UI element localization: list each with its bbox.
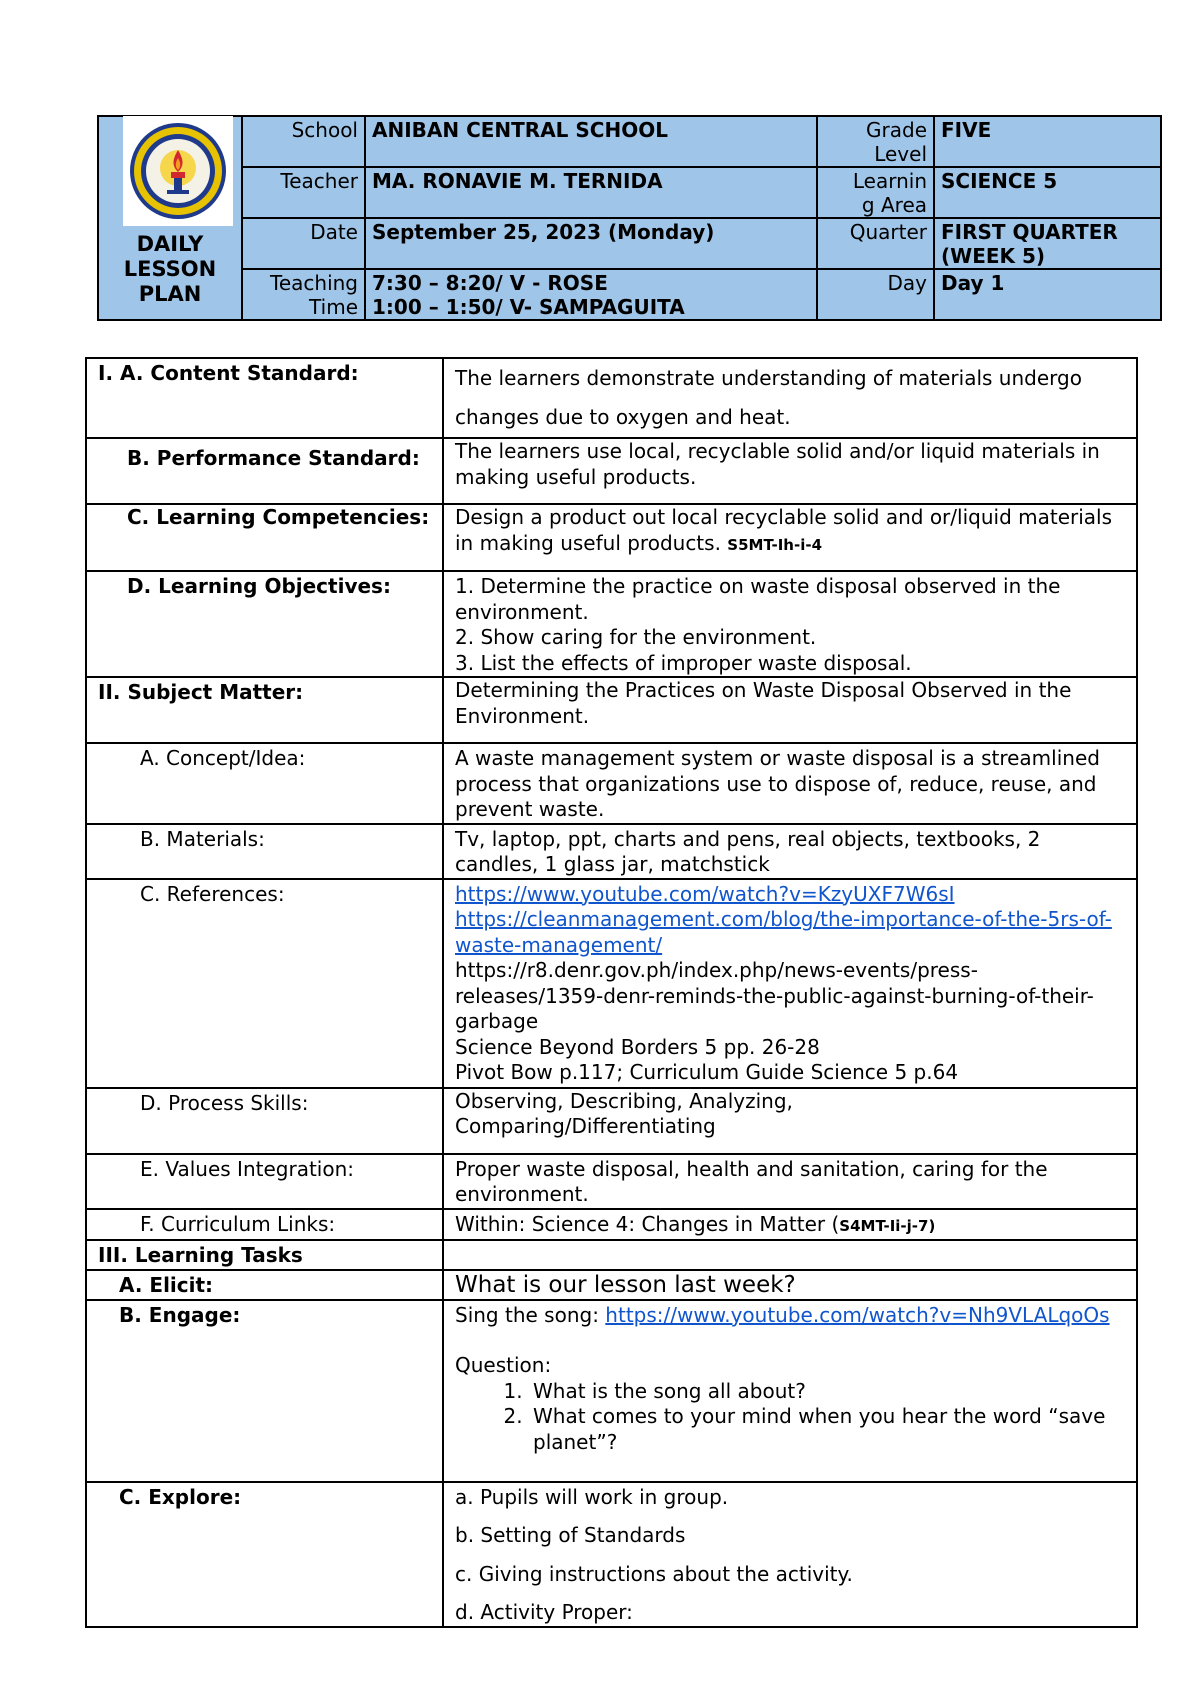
table-row	[86, 1154, 1137, 1209]
objective-item: 2. Show caring for the environment.	[455, 625, 817, 649]
engage-song-link[interactable]: https://www.youtube.com/watch?v=Nh9VLALqoOs	[605, 1302, 1110, 1327]
list-item: 2. What comes to your mind when you hear the word “save planet”?	[529, 1404, 1125, 1455]
learning-tasks-label: III. Learning Tasks	[86, 1240, 443, 1270]
grade-value: FIVE	[934, 116, 1161, 167]
competencies-label: C. Learning Competencies:	[86, 504, 443, 571]
date-label: Date	[242, 218, 365, 269]
objective-item: 3. List the effects of improper waste disposal.	[455, 650, 912, 675]
content-standard-value: The learners demonstrate understanding of materials undergo changes due to oxygen and heat.	[443, 358, 1137, 438]
reference-link-cleanmanagement[interactable]: https://cleanmanagement.com/blog/the-importance-of-the-5rs-of-waste-management/	[455, 907, 1112, 957]
quarter-value: FIRST QUARTER (WEEK 5)	[934, 218, 1161, 269]
question-label: Question:	[455, 1353, 552, 1377]
references-value	[443, 879, 1137, 1088]
references-label: C. References:	[86, 879, 443, 1088]
area-label: Learnin g Area	[817, 167, 934, 218]
table-row	[86, 824, 1137, 879]
day-label: Day	[817, 269, 934, 320]
list-item: b. Setting of Standards	[455, 1523, 686, 1547]
skills-value: Observing, Describing, Analyzing, Comparing/Differentiating	[443, 1088, 1137, 1154]
dlp-title: DAILY LESSON PLAN	[123, 232, 217, 306]
question-list	[455, 1379, 1125, 1456]
content-standard-label: I. A. Content Standard:	[86, 358, 443, 438]
reference-book: Science Beyond Borders 5 pp. 26-28	[455, 1034, 820, 1059]
curriculum-links-value: Within: Science 4: Changes in Matter (S4MT-Ii-j-7)	[443, 1209, 1137, 1241]
logo-cell	[98, 116, 242, 320]
table-row	[86, 571, 1137, 677]
engage-value: Sing the song: https://www.youtube.com/watch?v=Nh9VLALqoOs Question: 1. What is the song all about? 2. What comes to your mind when you hear the word “save planet”?	[443, 1300, 1137, 1482]
day-value: Day 1	[934, 269, 1161, 320]
list-item: c. Giving instructions about the activity.	[455, 1561, 853, 1586]
area-value: SCIENCE 5	[934, 167, 1161, 218]
reference-guide: Pivot Bow p.117; Curriculum Guide Science 5 p.64	[455, 1060, 959, 1084]
competency-code: S5MT-Ih-i-4	[727, 535, 823, 554]
list-item: 1. What is the song all about?	[529, 1379, 1125, 1405]
table-row	[86, 504, 1137, 571]
school-label: School	[242, 116, 365, 167]
date-value: September 25, 2023 (Monday)	[365, 218, 817, 269]
skills-label: D. Process Skills:	[86, 1088, 443, 1154]
values-label: E. Values Integration:	[86, 1154, 443, 1209]
grade-label: Grade Level	[817, 116, 934, 167]
objectives-value	[443, 571, 1137, 677]
elicit-value: What is our lesson last week?	[443, 1270, 1137, 1300]
table-row	[86, 743, 1137, 824]
header-table	[97, 115, 1162, 321]
engage-label: B. Engage:	[86, 1300, 443, 1482]
table-row	[86, 677, 1137, 743]
objectives-label: D. Learning Objectives:	[86, 571, 443, 677]
materials-value: Tv, laptop, ppt, charts and pens, real objects, textbooks, 2 candles, 1 glass jar, matchstick	[443, 824, 1137, 879]
explore-label: C. Explore:	[86, 1482, 443, 1627]
subject-label: II. Subject Matter:	[86, 677, 443, 743]
list-item: a. Pupils will work in group.	[455, 1484, 729, 1509]
performance-label: B. Performance Standard:	[86, 438, 443, 504]
competencies-value: Design a product out local recyclable solid and or/liquid materials in making useful products. S5MT-Ih-i-4	[443, 504, 1137, 571]
table-row	[86, 438, 1137, 504]
teacher-value: MA. RONAVIE M. TERNIDA	[365, 167, 817, 218]
table-row	[86, 1270, 1137, 1300]
lesson-plan-table	[85, 357, 1138, 1628]
table-row	[86, 1482, 1137, 1627]
learning-tasks-empty	[443, 1240, 1137, 1270]
list-item: d. Activity Proper:	[455, 1600, 633, 1624]
curriculum-links-label: F. Curriculum Links:	[86, 1209, 443, 1241]
reference-denr: https://r8.denr.gov.ph/index.php/news-events/press-releases/1359-denr-reminds-the-public-against-burning-of-their-garbage	[455, 958, 1094, 1033]
materials-label: B. Materials:	[86, 824, 443, 879]
time-label: Teaching Time	[242, 269, 365, 320]
subject-value: Determining the Practices on Waste Disposal Observed in the Environment.	[443, 677, 1137, 743]
concept-label: A. Concept/Idea:	[86, 743, 443, 824]
table-row	[86, 1088, 1137, 1154]
curriculum-code: S4MT-Ii-j-7)	[839, 1216, 936, 1235]
objective-item: 1. Determine the practice on waste disposal observed in the environment.	[455, 574, 1061, 624]
reference-link-youtube[interactable]: https://www.youtube.com/watch?v=KzyUXF7W6sI	[455, 881, 955, 906]
school-seal-icon	[127, 120, 229, 222]
table-row	[86, 1300, 1137, 1482]
explore-value	[443, 1482, 1137, 1627]
table-row	[86, 1240, 1137, 1270]
table-row	[86, 1209, 1137, 1241]
values-value: Proper waste disposal, health and sanitation, caring for the environment.	[443, 1154, 1137, 1209]
table-row	[86, 358, 1137, 438]
performance-value: The learners use local, recyclable solid and/or liquid materials in making useful products.	[443, 438, 1137, 504]
elicit-label: A. Elicit:	[86, 1270, 443, 1300]
table-row	[86, 879, 1137, 1088]
school-value: ANIBAN CENTRAL SCHOOL	[365, 116, 817, 167]
quarter-label: Quarter	[817, 218, 934, 269]
concept-value: A waste management system or waste disposal is a streamlined process that organizations use to dispose of, reduce, reuse, and prevent waste.	[443, 743, 1137, 824]
teacher-label: Teacher	[242, 167, 365, 218]
school-seal	[123, 116, 233, 226]
time-value: 7:30 – 8:20/ V - ROSE 1:00 – 1:50/ V- SAMPAGUITA	[365, 269, 817, 320]
